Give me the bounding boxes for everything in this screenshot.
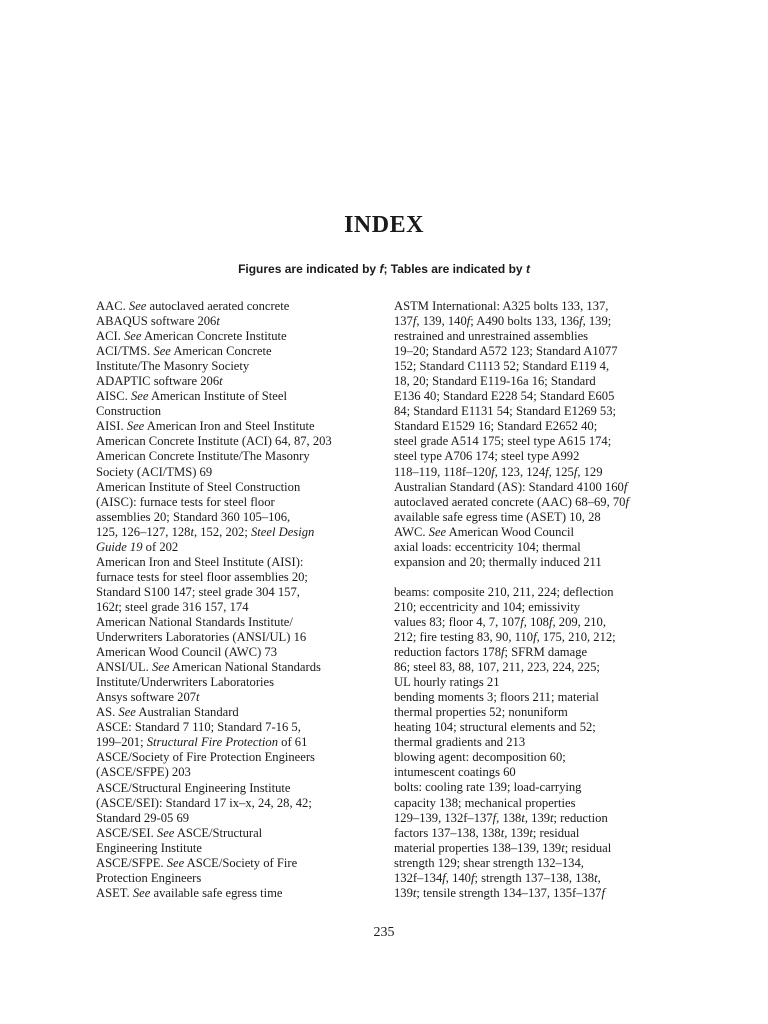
index-entry-line: (AISC): furnace tests for steel floor — [96, 494, 275, 509]
index-entry-line: Standard S100 147; steel grade 304 157, — [96, 584, 300, 599]
index-entry — [96, 434, 382, 449]
index-entry-line: American Institute of Steel Construction — [96, 479, 301, 494]
index-entry-line: blowing agent: decomposition 60; — [394, 750, 566, 765]
index-entry-line: ASCE/SFPE. See ASCE/Society of Fire — [96, 855, 298, 870]
index-entry — [96, 389, 382, 419]
index-entry — [96, 419, 382, 434]
index-entry-line: ABAQUS software 206t — [96, 314, 220, 329]
index-entry-line: AAC. See autoclaved aerated concrete — [96, 299, 290, 313]
index-entry-line: Society (ACI/TMS) 69 — [96, 464, 213, 479]
index-entry-line: heating 104; structural elements and 52; — [394, 720, 596, 735]
index-entry — [96, 645, 382, 660]
index-entry-line: ACI/TMS. See American Concrete — [96, 344, 272, 359]
index-entry — [96, 856, 382, 886]
index-entry-line: ASCE/Structural Engineering Institute — [96, 780, 291, 795]
index-entry-line: capacity 138; mechanical properties — [394, 795, 576, 810]
index-entry-line: ASCE/Society of Fire Protection Engineers — [96, 750, 315, 765]
index-entry — [96, 720, 382, 750]
index-entry — [394, 780, 684, 900]
index-entry-line: thermal properties 52; nonuniform — [394, 705, 568, 720]
index-entry-line: 19–20; Standard A572 123; Standard A1077 — [394, 344, 618, 359]
index-entry — [96, 750, 382, 780]
index-entry-line: assemblies 20; Standard 360 105–106, — [96, 509, 291, 524]
index-entry-line: 18, 20; Standard E119-16a 16; Standard — [394, 374, 596, 389]
index-entry-line: 132f–134f, 140f; strength 137–138, 138t, — [394, 870, 601, 885]
index-entry-line: Ansys software 207t — [96, 690, 200, 705]
index-entry-line: furnace tests for steel floor assemblies 20; — [96, 569, 308, 584]
index-entry-line: 210; eccentricity and 104; emissivity — [394, 599, 581, 614]
index-entry-line: 212; fire testing 83, 90, 110f, 175, 210, 212; — [394, 629, 616, 644]
index-entry-line: E136 40; Standard E228 54; Standard E605 — [394, 389, 615, 404]
index-entry-line: factors 137–138, 138t, 139t; residual — [394, 825, 580, 840]
index-letter-gap — [394, 570, 684, 585]
index-entry — [96, 555, 382, 615]
index-entry-line: American Wood Council (AWC) 73 — [96, 645, 278, 660]
index-entry — [394, 480, 684, 495]
index-entry — [96, 314, 382, 329]
index-entry — [96, 886, 382, 901]
index-entry — [96, 374, 382, 389]
index-entry-line: ASTM International: A325 bolts 133, 137, — [394, 299, 609, 313]
index-entry-line: Underwriters Laboratories (ANSI/UL) 16 — [96, 630, 307, 645]
index-entry — [96, 299, 382, 314]
index-column-left — [96, 299, 382, 901]
index-column-right — [394, 299, 684, 901]
index-entry-line: AISI. See American Iron and Steel Institute — [96, 419, 315, 434]
index-entry-line: Engineering Institute — [96, 840, 202, 855]
index-entry-line: Standard E1529 16; Standard E2652 40; — [394, 419, 598, 434]
index-entry — [394, 510, 684, 525]
index-entry-line: restrained and unrestrained assemblies — [394, 329, 589, 344]
index-entry-line: American Iron and Steel Institute (AISI): — [96, 554, 304, 569]
index-entry-line: UL hourly ratings 21 — [394, 675, 500, 690]
index-entry-line: steel type A706 174; steel type A992 — [394, 449, 580, 464]
index-entry-line: American National Standards Institute/ — [96, 614, 293, 629]
index-entry — [394, 540, 684, 570]
index-entry-line: intumescent coatings 60 — [394, 765, 516, 780]
index-entry-line: American Concrete Institute (ACI) 64, 87, 203 — [96, 434, 332, 449]
index-entry — [96, 705, 382, 720]
index-entry — [394, 525, 684, 540]
index-entry — [96, 660, 382, 690]
index-entry-line: material properties 138–139, 139t; residual — [394, 840, 612, 855]
index-entry-line: Institute/Underwriters Laboratories — [96, 675, 275, 690]
index-entry-line: 199–201; Structural Fire Protection of 61 — [96, 735, 308, 750]
index-entry — [394, 750, 684, 780]
index-entry-line: ASET. See available safe egress time — [96, 885, 283, 900]
index-entry-line: 84; Standard E1131 54; Standard E1269 53; — [394, 404, 616, 419]
index-entry-line: 118–119, 118f–120f, 123, 124f, 125f, 129 — [394, 464, 603, 479]
index-entry — [96, 615, 382, 645]
index-entry — [394, 585, 684, 690]
index-entry — [96, 449, 382, 479]
index-entry-line: 152; Standard C1113 52; Standard E119 4, — [394, 359, 610, 374]
index-entry-line: strength 129; shear strength 132–134, — [394, 855, 584, 870]
index-entry-line: (ASCE/SFPE) 203 — [96, 765, 191, 780]
index-entry — [96, 690, 382, 705]
index-entry — [96, 344, 382, 374]
index-entry-line: values 83; floor 4, 7, 107f, 108f, 209, 210, — [394, 614, 606, 629]
index-entry-line: Protection Engineers — [96, 870, 202, 885]
index-entry-line: Guide 19 of 202 — [96, 539, 179, 554]
index-entry-line: Construction — [96, 404, 162, 419]
index-subtitle: Figures are indicated by f; Tables are indicated by t — [238, 262, 530, 276]
index-entry-line: AISC. See American Institute of Steel — [96, 389, 287, 404]
index-entry-line: available safe egress time (ASET) 10, 28 — [394, 509, 601, 524]
index-entry-line: axial loads: eccentricity 104; thermal — [394, 539, 581, 554]
index-entry-line: Institute/The Masonry Society — [96, 359, 250, 374]
index-entry-line: ASCE: Standard 7 110; Standard 7-16 5, — [96, 720, 301, 735]
index-entry-line: Australian Standard (AS): Standard 4100 160f — [394, 479, 628, 494]
index-entry-line: American Concrete Institute/The Masonry — [96, 449, 310, 464]
index-entry-line: expansion and 20; thermally induced 211 — [394, 554, 602, 569]
index-entry-line: ANSI/UL. See American National Standards — [96, 660, 321, 675]
index-entry-line: 139t; tensile strength 134–137, 135f–137f — [394, 885, 605, 900]
index-entry-line: beams: composite 210, 211, 224; deflection — [394, 584, 614, 599]
index-entry-line: 129–139, 132f–137f, 138t, 139t; reduction — [394, 810, 608, 825]
index-entry-line: ACI. See American Concrete Institute — [96, 329, 287, 344]
index-entry — [96, 329, 382, 344]
index-entry-line: bending moments 3; floors 211; material — [394, 690, 599, 705]
index-entry — [394, 495, 684, 510]
index-entry-line: ASCE/SEI. See ASCE/Structural — [96, 825, 263, 840]
index-entry-line: AS. See Australian Standard — [96, 705, 239, 720]
index-entry-line: ADAPTIC software 206t — [96, 374, 223, 389]
index-entry-line: AWC. See American Wood Council — [394, 524, 574, 539]
index-entry-line: bolts: cooling rate 139; load-carrying — [394, 780, 582, 795]
index-entry-line: thermal gradients and 213 — [394, 735, 526, 750]
index-entry — [96, 480, 382, 555]
index-entry — [394, 299, 684, 480]
index-entry-line: 162t; steel grade 316 157, 174 — [96, 599, 249, 614]
index-entry-line: autoclaved aerated concrete (AAC) 68–69, 70f — [394, 494, 629, 509]
index-entry — [394, 690, 684, 750]
page-title: INDEX — [344, 212, 424, 238]
index-entry-line: reduction factors 178f; SFRM damage — [394, 645, 588, 660]
index-entry — [96, 826, 382, 856]
page-number: 235 — [373, 925, 395, 940]
index-entry-line: 137f, 139, 140f; A490 bolts 133, 136f, 139; — [394, 314, 612, 329]
index-entry-line: 86; steel 83, 88, 107, 211, 223, 224, 225; — [394, 660, 600, 675]
index-entry — [96, 781, 382, 826]
index-entry-line: 125, 126–127, 128t, 152, 202; Steel Design — [96, 524, 315, 539]
index-entry-line: (ASCE/SEI): Standard 17 ix–x, 24, 28, 42; — [96, 795, 312, 810]
index-entry-line: steel grade A514 175; steel type A615 174; — [394, 434, 612, 449]
index-entry-line: Standard 29-05 69 — [96, 810, 190, 825]
